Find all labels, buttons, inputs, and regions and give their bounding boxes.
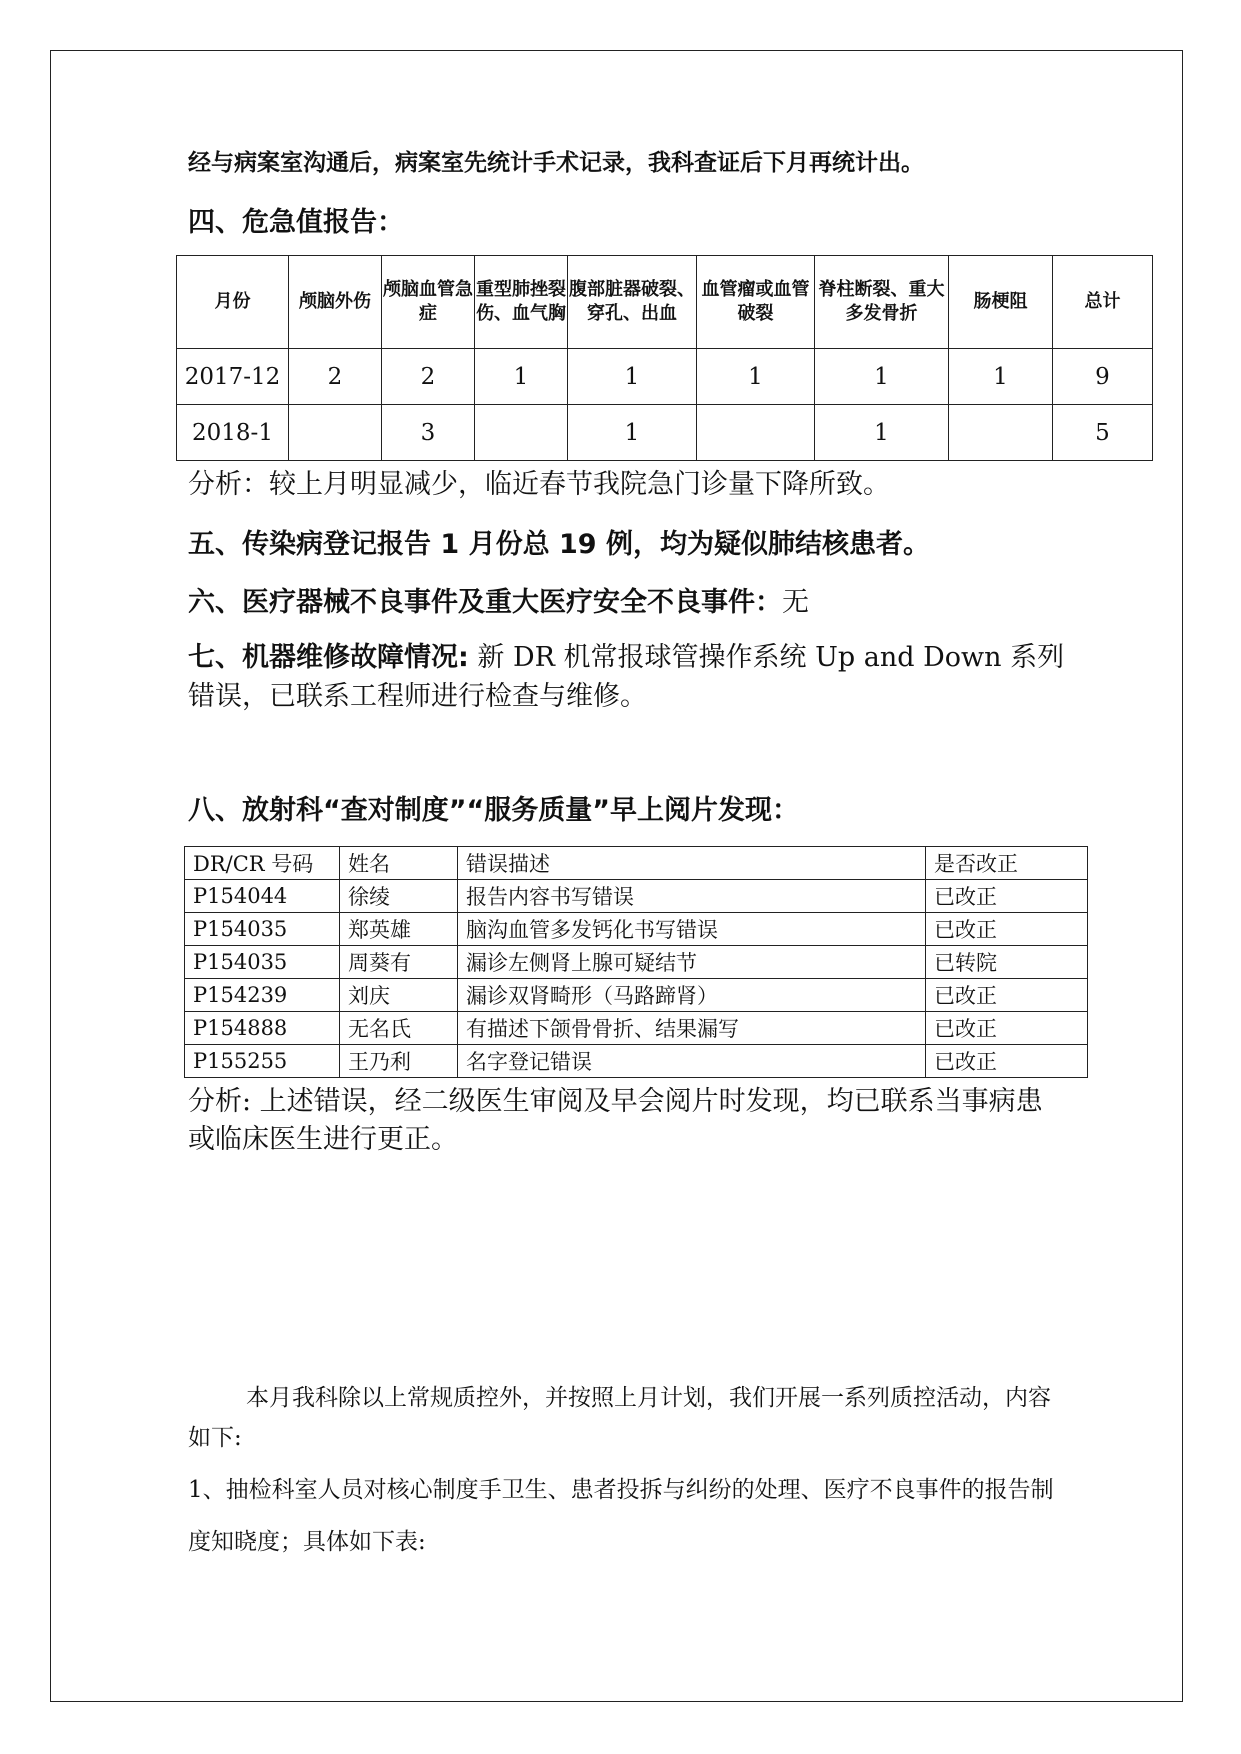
- table-row: [185, 1045, 1088, 1078]
- table-cell: P154035: [185, 946, 340, 979]
- table-cell: 已改正: [926, 880, 1088, 913]
- table-cell: [697, 405, 815, 461]
- table-cell: 1: [568, 349, 697, 405]
- intro-line: 经与病案室沟通后，病案室先统计手术记录，我科查证后下月再统计出。: [188, 150, 924, 176]
- table-cell: P155255: [185, 1045, 340, 1078]
- table-cell: 已改正: [926, 979, 1088, 1012]
- table-cell: 2017-12: [177, 349, 289, 405]
- section7-paragraph: [188, 638, 1088, 716]
- table-cell: 郑英雄: [340, 913, 458, 946]
- table-cell: 已改正: [926, 1012, 1088, 1045]
- item1-paragraph: 1、抽检科室人员对核心制度手卫生、患者投拆与纠纷的处理、医疗不良事件的报告制度知晓度；具体如下表:: [188, 1477, 1054, 1555]
- header-cell: 腹部脏器破裂、穿孔、出血: [568, 256, 697, 349]
- table-cell: [475, 405, 568, 461]
- table-cell: 报告内容书写错误: [458, 880, 926, 913]
- table-cell: 1: [697, 349, 815, 405]
- table-cell: 1: [815, 349, 949, 405]
- section6-line: [188, 580, 809, 619]
- table-cell: P154888: [185, 1012, 340, 1045]
- section8-analysis: 分析: 上述错误，经二级医生审阅及早会阅片时发现，均已联系当事病患或临床医生进行更正。: [188, 1086, 1043, 1155]
- table-cell: 脑沟血管多发钙化书写错误: [458, 913, 926, 946]
- table-cell: 无名氏: [340, 1012, 458, 1045]
- closing-paragraph: 本月我科除以上常规质控外，并按照上月计划，我们开展一系列质控活动，内容如下:: [188, 1385, 1051, 1451]
- table-cell: 1: [949, 349, 1053, 405]
- section7-text: 新 DR 机常报球管操作系统 Up and Down 系列错误，已联系工程师进行检查与维修。: [188, 642, 1065, 712]
- table-cell: [289, 405, 382, 461]
- table-cell: 1: [568, 405, 697, 461]
- header-cell: 脊柱断裂、重大多发骨折: [815, 256, 949, 349]
- section5-heading: 五、传染病登记报告 1 月份总 19 例，均为疑似肺结核患者。: [188, 529, 930, 560]
- table-cell: 刘庆: [340, 979, 458, 1012]
- table-cell: 名字登记错误: [458, 1045, 926, 1078]
- table-header-row: [185, 847, 1088, 880]
- header-cell: DR/CR 号码: [185, 847, 340, 880]
- table-cell: P154035: [185, 913, 340, 946]
- table-row: [185, 913, 1088, 946]
- header-cell: 错误描述: [458, 847, 926, 880]
- table-cell: P154044: [185, 880, 340, 913]
- table-row: [177, 405, 1153, 461]
- section6-value: 无: [782, 587, 809, 618]
- table-cell: 5: [1053, 405, 1153, 461]
- table-cell: 已转院: [926, 946, 1088, 979]
- header-cell: 颅脑血管急症: [382, 256, 475, 349]
- table-cell: 2: [289, 349, 382, 405]
- table-cell: 3: [382, 405, 475, 461]
- table-header-row: [177, 256, 1153, 349]
- header-cell: 颅脑外伤: [289, 256, 382, 349]
- table-cell: 有描述下颌骨骨折、结果漏写: [458, 1012, 926, 1045]
- header-cell: 肠梗阻: [949, 256, 1053, 349]
- table-cell: [949, 405, 1053, 461]
- table-cell: 已改正: [926, 913, 1088, 946]
- table-cell: 王乃利: [340, 1045, 458, 1078]
- header-cell: 血管瘤或血管破裂: [697, 256, 815, 349]
- reading-error-table: [184, 846, 1088, 1078]
- table-cell: 已改正: [926, 1045, 1088, 1078]
- table-cell: 漏诊左侧肾上腺可疑结节: [458, 946, 926, 979]
- header-cell: 总计: [1053, 256, 1153, 349]
- table-cell: 1: [815, 405, 949, 461]
- section4-analysis: 分析：较上月明显减少，临近春节我院急门诊量下降所致。: [188, 469, 890, 500]
- section6-heading: 六、医疗器械不良事件及重大医疗安全不良事件：: [188, 587, 782, 618]
- section7-heading: 七、机器维修故障情况:: [188, 642, 469, 673]
- table-row: [185, 946, 1088, 979]
- table-cell: 2: [382, 349, 475, 405]
- header-cell: 月份: [177, 256, 289, 349]
- table-row: [185, 979, 1088, 1012]
- header-cell: 重型肺挫裂伤、血气胸: [475, 256, 568, 349]
- header-cell: 姓名: [340, 847, 458, 880]
- table-cell: 漏诊双肾畸形（马路蹄肾）: [458, 979, 926, 1012]
- table-cell: 9: [1053, 349, 1153, 405]
- table-cell: P154239: [185, 979, 340, 1012]
- section8-heading: 八、放射科“查对制度”“服务质量”早上阅片发现：: [188, 795, 799, 826]
- table-cell: 周葵有: [340, 946, 458, 979]
- table-cell: 1: [475, 349, 568, 405]
- table-row: [177, 349, 1153, 405]
- section4-heading: 四、危急值报告：: [188, 207, 404, 238]
- critical-value-table: [176, 255, 1153, 461]
- table-row: [185, 1012, 1088, 1045]
- table-cell: 2018-1: [177, 405, 289, 461]
- header-cell: 是否改正: [926, 847, 1088, 880]
- table-row: [185, 880, 1088, 913]
- table-cell: 徐绫: [340, 880, 458, 913]
